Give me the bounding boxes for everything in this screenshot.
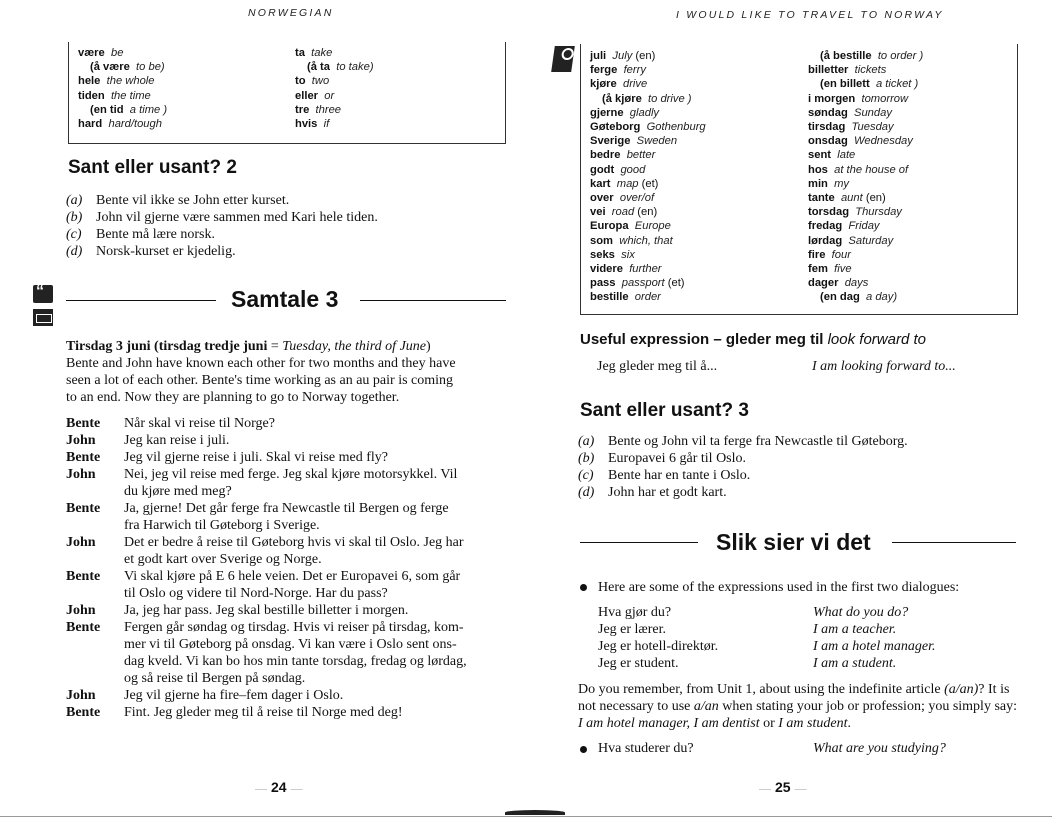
vocab-word: ta — [295, 47, 305, 59]
running-header-right: I WOULD LIKE TO TRAVEL TO NORWAY — [676, 9, 944, 21]
vocab-translation: a time ) — [129, 103, 168, 116]
vocab-gender: (en) — [862, 192, 886, 205]
dialogue-line — [66, 449, 511, 466]
norwegian-expression: Jeg er student. — [598, 656, 679, 671]
vocab-translation: Sunday — [854, 106, 892, 119]
speaker-name: Bente — [66, 501, 101, 516]
vocab-entry — [808, 92, 923, 106]
item-label: (d) — [66, 244, 83, 259]
speech-line: Jeg kan reise i juli. — [124, 433, 230, 448]
bullet-text-1: Here are some of the expressions used in the first two dialogues: — [598, 580, 960, 595]
dialogue-line — [66, 687, 511, 704]
note-segment: Do you remember, from Unit 1, about using the indefinite article — [578, 682, 945, 697]
note-segment: or — [759, 716, 779, 731]
vocab-gender: (et) — [638, 177, 659, 190]
vocab-entry — [295, 89, 374, 103]
vocab-entry — [295, 46, 374, 60]
list-item — [66, 243, 506, 260]
vocab-word: (å kjøre — [602, 92, 642, 105]
vocab-entry — [78, 60, 167, 74]
vocab-entry — [808, 248, 923, 262]
note-segment: I am student — [778, 716, 848, 731]
vocab-word: kjøre — [590, 78, 617, 91]
vocab-column-2 — [808, 49, 923, 305]
vocab-translation: if — [323, 118, 330, 131]
speech-text — [124, 449, 511, 466]
running-header-left: NORWEGIAN — [248, 7, 334, 19]
vocab-translation: to order ) — [877, 50, 924, 62]
speech-text — [124, 466, 511, 500]
true-false-list-2 — [66, 192, 506, 260]
vocab-translation: late — [837, 149, 856, 162]
vocab-entry — [590, 148, 706, 162]
vocab-entry — [78, 74, 167, 88]
speaker-name: John — [66, 535, 96, 550]
speech-line: dag kveld. Vi kan bo hos min tante torsdag, fredag og lørdag, — [124, 654, 467, 669]
speech-line: Det er bedre å reise til Gøteborg hvis vi skal til Oslo. Jeg har — [124, 535, 464, 550]
list-item — [66, 209, 506, 226]
vocab-translation: at the house of — [834, 163, 909, 176]
speech-line: Vi skal kjøre på E 6 hele veien. Det er Europavei 6, som går — [124, 569, 461, 584]
speech-line: til Oslo og videre til Nord-Norge. Har du pass? — [124, 586, 388, 601]
vocab-word: eller — [295, 89, 319, 102]
title-rule-right — [360, 300, 506, 301]
note-segment: when stating your job or profession; you simply say: — [718, 699, 1018, 714]
vocab-translation: Europe — [634, 220, 671, 233]
vocab-entry — [295, 117, 374, 131]
speech-line: Når skal vi reise til Norge? — [124, 416, 275, 431]
speaker-name: Bente — [66, 416, 101, 431]
vocab-word: i morgen — [808, 92, 856, 105]
speech-line: og så reise til Bergen på søndag. — [124, 671, 306, 686]
vocab-entry — [808, 177, 923, 191]
vocab-entry — [808, 219, 923, 233]
vocab-translation: further — [629, 263, 662, 276]
item-label: (b) — [578, 451, 595, 466]
vocab-translation: passport — [621, 277, 665, 290]
vocab-entry — [590, 205, 706, 219]
speech-text — [124, 432, 511, 449]
vocab-entry — [590, 77, 706, 91]
vocab-entry — [590, 234, 706, 248]
dialogue-line — [66, 415, 511, 432]
speech-line: Fint. Jeg gleder meg til å reise til Norge med deg! — [124, 705, 403, 720]
vocab-translation: Tuesday — [851, 121, 894, 134]
vocab-word: (å bestille — [820, 50, 872, 62]
dialogue-intro — [66, 338, 511, 406]
useful-expression-title: Useful expression – gleder meg til look forward to — [580, 331, 926, 348]
vocab-translation: a day) — [866, 291, 898, 304]
vocab-word: vei — [590, 206, 606, 219]
speech-text — [124, 704, 511, 721]
vocab-translation: which, that — [619, 234, 673, 247]
intro-line: seen a lot of each other. Bente's time working as an au pair is coming — [66, 373, 454, 388]
vocab-entry — [590, 191, 706, 205]
vocab-translation: Friday — [848, 220, 880, 233]
vocab-translation: the time — [110, 89, 151, 102]
item-text: John vil gjerne være sammen med Kari hele tiden. — [96, 210, 378, 225]
speech-line: fra Harwich til Gøteborg i Sverige. — [124, 518, 320, 533]
speech-text — [124, 500, 511, 534]
book-spine-shadow — [505, 810, 565, 815]
vocab-column-1 — [78, 46, 167, 131]
vocab-entry — [808, 163, 923, 177]
date-line: Tirsdag 3 juni (tirsdag tredje juni = Tuesday, the third of June) — [66, 339, 431, 354]
vocab-translation: hard/tough — [108, 118, 162, 131]
vocab-translation: a ticket ) — [875, 78, 919, 91]
vocabulary-box-right — [580, 44, 1018, 315]
vocab-word: pass — [590, 277, 616, 290]
vocab-entry — [808, 134, 923, 148]
vocab-entry — [590, 262, 706, 276]
vocab-word: bedre — [590, 149, 621, 162]
true-false-list-3 — [578, 433, 1018, 501]
useful-expression-example: Jeg gleder meg til å... I am looking forward to... — [597, 359, 956, 374]
vocab-entry — [590, 163, 706, 177]
vocab-entry — [808, 234, 923, 248]
note-segment: . — [847, 716, 851, 731]
vocab-gender: (en) — [634, 206, 658, 219]
vocab-entry — [78, 46, 167, 60]
vocab-entry — [808, 276, 923, 290]
vocab-translation: road — [611, 206, 635, 219]
vocab-word: videre — [590, 263, 623, 276]
speaker-name: John — [66, 603, 96, 618]
list-item — [66, 226, 506, 243]
vocab-word: Sverige — [590, 135, 631, 148]
item-text: Bente vil ikke se John etter kurset. — [96, 193, 290, 208]
title-rule-right — [892, 542, 1016, 543]
dialogue-line — [66, 704, 511, 721]
vocab-word: sent — [808, 149, 832, 162]
vocab-column-1 — [590, 49, 706, 305]
vocab-entry — [808, 262, 923, 276]
speaker-name: John — [66, 433, 96, 448]
intro-line: to an end. Now they are planning to go to Norway together. — [66, 390, 400, 405]
dialogue-line — [66, 619, 511, 687]
bullet-icon — [580, 584, 587, 591]
vocab-gender: (en) — [632, 50, 656, 62]
vocab-entry — [590, 276, 706, 290]
vocab-translation: over/of — [619, 192, 655, 205]
vocab-word: over — [590, 192, 614, 205]
vocab-word: torsdag — [808, 206, 850, 219]
item-label: (d) — [578, 485, 595, 500]
vocab-translation: map — [616, 177, 639, 190]
vocab-entry — [590, 134, 706, 148]
dialogue-line — [66, 568, 511, 602]
vocab-entry — [295, 60, 374, 74]
vocab-entry — [295, 103, 374, 117]
vocab-translation: two — [311, 75, 330, 88]
vocab-translation: tomorrow — [861, 92, 909, 105]
section-title-slik-sier-vi-det: Slik sier vi det — [716, 529, 871, 555]
speech-line: et godt kart over Sverige og Norge. — [124, 552, 322, 567]
page-number-left: — 24 — — [255, 779, 303, 795]
vocab-entry — [590, 219, 706, 233]
audio-icon: “ — [33, 285, 53, 303]
english-expression: I am a teacher. — [813, 622, 897, 637]
speech-text — [124, 415, 511, 432]
vocab-translation: Thursday — [855, 206, 902, 219]
vocab-entry — [590, 120, 706, 134]
vocab-entry — [808, 63, 923, 77]
vocab-entry — [808, 191, 923, 205]
vocab-word: fire — [808, 248, 826, 261]
vocab-entry — [808, 49, 923, 63]
list-item — [66, 192, 506, 209]
vocab-word: hard — [78, 118, 103, 131]
vocab-translation: Wednesday — [854, 135, 913, 148]
item-label: (b) — [66, 210, 83, 225]
page-edge — [0, 816, 1052, 817]
vocab-word: (å ta — [307, 61, 331, 74]
section-title-sant-2: Sant eller usant? 2 — [68, 157, 237, 178]
vocab-column-2 — [295, 46, 374, 131]
note-segment: ? It is not necessary to use — [578, 682, 1010, 714]
item-label: (c) — [578, 468, 594, 483]
note-segment: I am hotel manager, I am dentist — [578, 716, 760, 731]
dialogue-line — [66, 432, 511, 449]
list-item — [578, 433, 1018, 450]
english-expression: What do you do? — [813, 605, 909, 620]
vocab-entry — [78, 103, 167, 117]
intro-line: Bente and John have known each other for two months and they have — [66, 356, 456, 371]
vocab-entry — [808, 290, 923, 304]
vocab-word: tante — [808, 192, 835, 205]
note-segment: (a/an) — [944, 682, 979, 697]
vocab-word: dager — [808, 277, 839, 290]
vocab-word: seks — [590, 248, 615, 261]
vocab-translation: be — [110, 47, 124, 59]
vocab-entry — [808, 205, 923, 219]
vocab-word: to — [295, 75, 306, 88]
bullet-icon — [580, 746, 587, 753]
vocab-word: min — [808, 177, 828, 190]
speaker-name: Bente — [66, 705, 101, 720]
item-text: Norsk-kurset er kjedelig. — [96, 244, 236, 259]
vocab-translation: gladly — [629, 106, 660, 119]
vocab-entry — [78, 117, 167, 131]
bullet-text-2: Hva studerer du? What are you studying? — [598, 741, 946, 756]
expression-pair — [598, 621, 936, 638]
item-label: (c) — [66, 227, 82, 242]
speech-text — [124, 602, 511, 619]
dialogue-line — [66, 466, 511, 500]
vocab-word: bestille — [590, 291, 629, 304]
speech-text — [124, 568, 511, 602]
vocab-entry — [78, 89, 167, 103]
item-text: Bente må lære norsk. — [96, 227, 215, 242]
vocab-translation: my — [834, 177, 850, 190]
title-rule-left — [66, 300, 216, 301]
vocab-translation: better — [626, 149, 656, 162]
speaker-name: John — [66, 467, 96, 482]
speech-text — [124, 687, 511, 704]
vocab-word: hvis — [295, 118, 318, 131]
vocab-word: (en dag — [820, 291, 860, 304]
expression-pairs — [598, 604, 936, 672]
vocab-translation: Gothenburg — [646, 121, 706, 134]
vocab-word: Europa — [590, 220, 629, 233]
vocab-gender: (et) — [664, 277, 685, 290]
note-segment: a/an — [693, 699, 719, 714]
vocab-translation: to drive ) — [648, 92, 692, 105]
norwegian-expression: Jeg er lærer. — [598, 622, 667, 637]
vocab-translation: to be) — [136, 61, 165, 74]
vocab-translation: order — [634, 291, 661, 304]
speech-line: Jeg vil gjerne reise i juli. Skal vi reise med fly? — [124, 450, 388, 465]
vocab-word: tirsdag — [808, 121, 846, 134]
vocab-word: (en billett — [820, 78, 870, 91]
vocab-word: være — [78, 47, 105, 59]
dialogue-line — [66, 602, 511, 619]
dialogue-samtale-3 — [66, 415, 511, 721]
speech-line: Fergen går søndag og tirsdag. Hvis vi reiser på tirsdag, kom- — [124, 620, 464, 635]
vocab-word: tiden — [78, 89, 105, 102]
vocab-translation: Sweden — [636, 135, 678, 148]
vocab-translation: good — [620, 163, 646, 176]
vocab-word: kart — [590, 177, 611, 190]
vocab-entry — [808, 106, 923, 120]
vocab-translation: to take) — [336, 61, 374, 74]
item-label: (a) — [578, 434, 595, 449]
speaker-name: Bente — [66, 620, 101, 635]
norwegian-expression: Jeg er hotell-direktør. — [598, 639, 719, 654]
vocab-translation: ferry — [623, 64, 646, 77]
section-title-sant-3: Sant eller usant? 3 — [580, 400, 749, 421]
vocab-word: hos — [808, 163, 828, 176]
vocab-entry — [590, 290, 706, 304]
section-title-samtale-3: Samtale 3 — [231, 286, 339, 312]
vocab-translation: days — [844, 277, 869, 290]
vocab-translation: tickets — [854, 64, 887, 77]
expression-pair — [598, 655, 936, 672]
english-expression: I am a student. — [813, 656, 897, 671]
vocab-word: juli — [590, 50, 607, 62]
list-item — [578, 467, 1018, 484]
list-item — [578, 484, 1018, 501]
speaker-name: John — [66, 688, 96, 703]
speech-line: Ja, gjerne! Det går ferge fra Newcastle til Bergen og ferge — [124, 501, 449, 516]
speech-line: mer vi til Gøteborg på onsdag. Vi kan være i Oslo sent ons- — [124, 637, 457, 652]
speech-line: Jeg vil gjerne ha fire–fem dager i Oslo. — [124, 688, 344, 703]
vocab-translation: the whole — [106, 75, 155, 88]
speech-text — [124, 619, 511, 687]
speech-text — [124, 534, 511, 568]
vocab-word: gjerne — [590, 106, 624, 119]
vocab-word: tre — [295, 103, 310, 116]
vocab-entry — [808, 148, 923, 162]
vocab-translation: aunt — [840, 192, 863, 205]
norwegian-expression: Hva gjør du? — [598, 605, 672, 620]
vocab-translation: July — [612, 50, 633, 62]
vocab-word: lørdag — [808, 234, 843, 247]
item-text: Bente har en tante i Oslo. — [608, 468, 751, 483]
vocab-word: søndag — [808, 106, 848, 119]
expression-pair — [598, 638, 936, 655]
vocab-word: (å være — [90, 61, 130, 74]
vocab-translation: Saturday — [848, 234, 894, 247]
vocab-translation: or — [324, 89, 335, 102]
vocab-entry — [590, 49, 706, 63]
vocab-entry — [590, 177, 706, 191]
item-text: John har et godt kart. — [608, 485, 727, 500]
vocab-entry — [590, 92, 706, 106]
speech-line: Nei, jeg vil reise med ferge. Jeg skal kjøre motorsykkel. Vil — [124, 467, 458, 482]
magnifier-icon — [551, 46, 575, 72]
list-item — [578, 450, 1018, 467]
speech-line: du kjøre med meg? — [124, 484, 232, 499]
title-rule-left — [580, 542, 698, 543]
vocab-entry — [295, 74, 374, 88]
vocab-word: som — [590, 234, 614, 247]
vocab-word: billetter — [808, 64, 849, 77]
item-label: (a) — [66, 193, 83, 208]
vocab-word: onsdag — [808, 135, 848, 148]
vocab-translation: five — [834, 263, 852, 276]
expression-pair — [598, 604, 936, 621]
vocab-entry — [590, 248, 706, 262]
vocabulary-box-left — [68, 42, 506, 144]
dialogue-line — [66, 500, 511, 534]
vocab-word: hele — [78, 75, 101, 88]
english-expression: I am a hotel manager. — [813, 639, 936, 654]
vocab-translation: six — [621, 248, 635, 261]
vocab-word: fredag — [808, 220, 843, 233]
speaker-name: Bente — [66, 450, 101, 465]
vocab-entry — [590, 106, 706, 120]
vocab-translation: take — [311, 47, 333, 59]
vocab-word: godt — [590, 163, 615, 176]
item-text: Europavei 6 går til Oslo. — [608, 451, 747, 466]
speaker-name: Bente — [66, 569, 101, 584]
item-text: Bente og John vil ta ferge fra Newcastle til Gøteborg. — [608, 434, 908, 449]
vocab-translation: three — [315, 103, 342, 116]
vocab-word: ferge — [590, 64, 618, 77]
dialogue-line — [66, 534, 511, 568]
vocab-word: Gøteborg — [590, 121, 641, 134]
vocab-entry — [808, 120, 923, 134]
indefinite-article-note — [578, 681, 1018, 732]
vocab-entry — [590, 63, 706, 77]
vocab-word: (en tid — [90, 103, 124, 116]
vocab-entry — [808, 77, 923, 91]
vocab-word: fem — [808, 263, 828, 276]
vocab-translation: drive — [622, 78, 648, 91]
page-number-right: — 25 — — [759, 779, 807, 795]
speech-line: Ja, jeg har pass. Jeg skal bestille billetter i morgen. — [124, 603, 409, 618]
cassette-icon — [33, 309, 53, 326]
vocab-translation: four — [831, 248, 851, 261]
